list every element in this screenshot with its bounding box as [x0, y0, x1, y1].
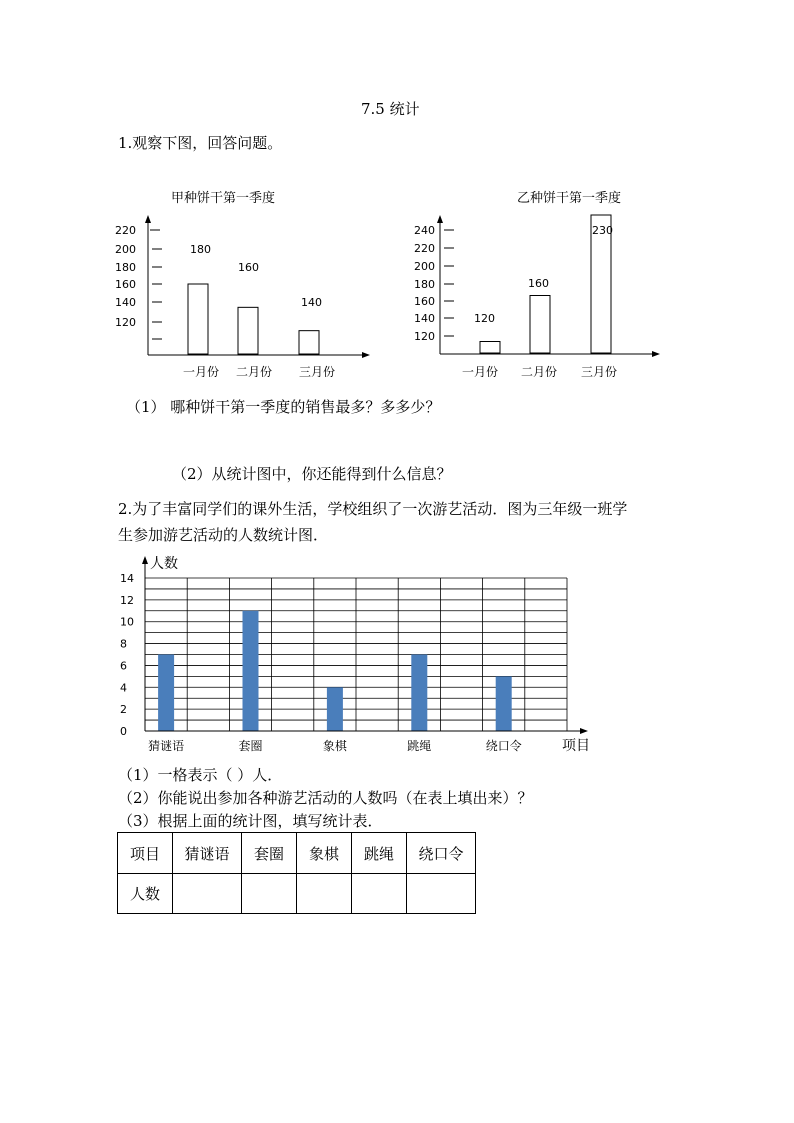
question-1-sub-1: （1） 哪种饼干第一季度的销售最多？多多少？ — [126, 398, 441, 416]
data-label: 120 — [474, 312, 495, 325]
x-tick-label: 猜谜语 — [148, 739, 185, 753]
table-cell: 跳绳 — [352, 833, 407, 874]
x-tick-label: 跳绳 — [407, 739, 432, 753]
question-2-sub-3: （3）根据上面的统计图，填写统计表． — [118, 812, 383, 830]
answer-cell[interactable] — [242, 874, 297, 914]
y-tick-label: 160 — [115, 278, 136, 291]
y-tick-label: 160 — [414, 295, 435, 308]
bar — [188, 284, 208, 354]
chart-jia-title: 甲种饼干第一季度 — [171, 191, 276, 206]
y-tick-label: 200 — [414, 260, 435, 273]
bar — [530, 296, 550, 354]
page-title: 7.5 统计 — [361, 100, 420, 118]
y-tick-label: 140 — [414, 312, 435, 325]
bar — [158, 655, 174, 732]
chart-yi — [410, 182, 670, 382]
answer-cell[interactable] — [173, 874, 242, 914]
bar — [480, 342, 500, 354]
y-tick-label: 240 — [414, 224, 435, 237]
x-tick-label: 一月份 — [462, 365, 499, 379]
x-tick-label: 三月份 — [581, 365, 618, 379]
statistics-table — [117, 832, 476, 914]
table-cell: 套圈 — [242, 833, 297, 874]
data-label: 230 — [592, 224, 613, 237]
bar — [411, 655, 427, 732]
table-cell: 猜谜语 — [173, 833, 242, 874]
question-2-sub-2: （2）你能说出参加各种游艺活动的人数吗（在表上填出来）？ — [118, 789, 533, 807]
y-tick-label: 140 — [115, 296, 136, 309]
y-tick-label: 220 — [414, 242, 435, 255]
question-2-line-2: 生参加游艺活动的人数统计图． — [118, 526, 329, 544]
chart-activities-xlabel: 项目 — [562, 738, 590, 754]
y-tick-label: 120 — [414, 330, 435, 343]
table-count-row — [118, 874, 476, 914]
answer-cell[interactable] — [297, 874, 352, 914]
chart-yi-title: 乙种饼干第一季度 — [517, 191, 622, 206]
bar — [496, 676, 512, 731]
answer-cell[interactable] — [352, 874, 407, 914]
question-1-heading: 1.观察下图，回答问题。 — [118, 134, 283, 152]
x-tick-label: 二月份 — [236, 365, 273, 379]
x-tick-label: 绕口令 — [485, 739, 522, 753]
bar — [327, 687, 343, 731]
y-tick-label: 220 — [115, 224, 136, 237]
table-cell: 人数 — [118, 874, 173, 914]
question-2-sub-1: （1）一格表示（ ）人． — [118, 766, 283, 784]
data-label: 160 — [528, 277, 549, 290]
answer-cell[interactable] — [407, 874, 476, 914]
y-tick-label: 180 — [414, 278, 435, 291]
y-tick-label: 180 — [115, 261, 136, 274]
y-tick-label: 12 — [120, 593, 134, 607]
bar — [243, 611, 259, 731]
y-tick-label: 14 — [120, 572, 134, 585]
y-tick-label: 120 — [115, 316, 136, 329]
x-tick-label: 象棋 — [322, 739, 347, 753]
table-cell: 项目 — [118, 833, 173, 874]
question-1-sub-2: （2）从统计图中，你还能得到什么信息？ — [172, 465, 452, 483]
chart-activities-ylabel: 人数 — [150, 556, 178, 572]
y-tick-label: 10 — [120, 615, 134, 629]
y-tick-label: 8 — [120, 637, 127, 651]
x-tick-label: 二月份 — [521, 365, 558, 379]
data-label: 140 — [301, 296, 322, 309]
data-label: 160 — [238, 261, 259, 274]
x-tick-label: 三月份 — [299, 365, 336, 379]
bar — [299, 331, 319, 354]
y-tick-label: 6 — [120, 659, 127, 673]
x-tick-label: 一月份 — [183, 365, 220, 379]
y-tick-label: 4 — [120, 681, 127, 695]
chart-activities — [110, 548, 600, 758]
bar — [238, 307, 258, 354]
x-tick-label: 套圈 — [238, 739, 263, 753]
y-tick-label: 0 — [120, 725, 127, 738]
data-label: 180 — [190, 243, 211, 256]
chart-jia — [115, 182, 380, 382]
table-cell: 象棋 — [297, 833, 352, 874]
table-cell: 绕口令 — [407, 833, 476, 874]
question-2-line-1: 2.为了丰富同学们的课外生活，学校组织了一次游艺活动．图为三年级一班学 — [118, 500, 628, 518]
table-header-row — [118, 833, 476, 874]
y-tick-label: 200 — [115, 243, 136, 256]
y-tick-label: 2 — [120, 703, 127, 717]
